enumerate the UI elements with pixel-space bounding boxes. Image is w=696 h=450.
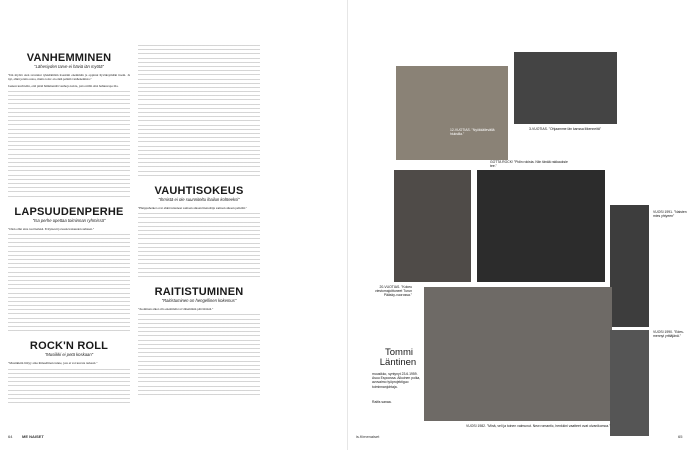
photo-12-vuotias [396, 66, 508, 160]
text-line [138, 343, 260, 346]
text-line [8, 111, 130, 114]
text-line [8, 258, 130, 261]
text-line [8, 178, 130, 181]
section-subheading: "Isa perhe opettaa toiminnan ryhmissä" [32, 217, 106, 223]
text-line [138, 82, 260, 85]
text-line [138, 380, 260, 383]
right-page [348, 0, 696, 450]
text-line [8, 174, 130, 177]
text-line [8, 119, 130, 122]
text-line [138, 372, 260, 375]
section-heading-raitistuminen: RAITISTUMINEN [154, 286, 244, 299]
text-line [138, 103, 260, 106]
photo-3-vuotias [514, 52, 617, 124]
text-line [8, 329, 130, 332]
text-line [138, 330, 260, 333]
text-line [8, 308, 130, 311]
text-line [138, 115, 260, 118]
text-line [138, 86, 260, 89]
text-line [8, 115, 130, 118]
section-heading-rocknroll: ROCK'N ROLL [29, 340, 109, 353]
text-line [138, 170, 260, 173]
text-line [138, 98, 260, 101]
text-line [138, 250, 260, 253]
text-line [8, 372, 130, 375]
text-line [8, 283, 130, 286]
section-subheading: "Musiikki ei petä koskaan" [44, 352, 94, 358]
text-line [8, 233, 130, 236]
section-subheading: "Lähesiyden tarve ei häviä iän myötä" [34, 64, 104, 69]
text-line [8, 165, 130, 168]
text-line [138, 48, 260, 51]
caption-20-vuotias: 20-VUOTIAS. "Kokeu viestomajoittuneet Turun Pääsky-vuorossa." [375, 285, 412, 298]
section-heading-vanhemminen: VANHEMMINEN [26, 52, 112, 64]
text-line [138, 339, 260, 342]
text-line [138, 385, 260, 388]
text-line [8, 317, 130, 320]
body-paragraph: "Huippuhetket ovat ehkä tunteneet samaan aikaan hienoltäja samaan aikaan pelkiltä." [138, 206, 247, 211]
text-line [138, 322, 260, 325]
photo-gotta-rock [394, 170, 471, 282]
text-line [8, 144, 130, 147]
text-line [138, 145, 260, 148]
text-line [138, 165, 260, 168]
text-line [8, 102, 130, 105]
text-line [8, 254, 130, 257]
caption-12-vuotias: 12-VUOTIAS. "Nyökkäilevällä hiuksilla." [450, 128, 495, 137]
text-line [8, 384, 130, 387]
text-line [138, 334, 260, 337]
profile-last-name: Läntinen [379, 357, 417, 368]
left-column-2 [138, 44, 260, 397]
page-number-right: 65 [678, 434, 683, 439]
text-line [138, 246, 260, 249]
magazine-name: ME NAISET [22, 434, 44, 439]
text-line [8, 368, 130, 371]
text-line [8, 140, 130, 143]
text-line [8, 161, 130, 164]
text-line [8, 98, 130, 101]
text-line [138, 275, 260, 278]
text-line [138, 271, 260, 274]
text-line [138, 174, 260, 177]
text-line [138, 69, 260, 72]
text-line [8, 153, 130, 156]
text-line [8, 182, 130, 185]
text-line [138, 389, 260, 392]
text-line [138, 368, 260, 371]
text-line [8, 296, 130, 299]
text-line [8, 169, 130, 172]
section-subheading: "Ihmistä ei ole suunniteltu ihailun kohteeksi" [158, 196, 240, 202]
text-line [8, 123, 130, 126]
body-paragraph: "Juominen alkoi olla enemmän tai vähemmän päivittäistä." [138, 307, 214, 312]
text-line [8, 128, 130, 131]
text-line [138, 267, 260, 270]
text-line [8, 148, 130, 151]
text-line [138, 61, 260, 64]
text-line [138, 237, 260, 240]
text-line [138, 258, 260, 261]
text-line [8, 401, 130, 404]
profile-extra: Raitis sanaa. [372, 400, 392, 404]
text-line [8, 136, 130, 139]
body-paragraph: "Iän myötä olen ravennut tykkäämään itsestäni enemmän ja oppinut hyväksymään itseni. Ja nyt, ehkä jotain outoa, mutta totta: en enää pelkää vanhenemista." [8, 73, 130, 82]
text-line [138, 355, 260, 358]
body-paragraph: "Olen ollut aina tosi herkkä. Erityisesti ja kuolevaisuuden suhteen." [8, 226, 95, 231]
photo-20-vuotias [477, 170, 605, 282]
text-line [8, 94, 130, 97]
caption-vuosi-1991: VUOSI 1991. "Naisten mies yhtyeen" [653, 210, 687, 219]
text-line [138, 364, 260, 367]
text-line [8, 190, 130, 193]
text-line [138, 128, 260, 131]
text-line [138, 153, 260, 156]
text-line [138, 221, 260, 224]
text-line [138, 318, 260, 321]
body-paragraph: "Musiikkiin liittyy aina ihmeellinen tunne, jota ei voi kuvata tarkasti." [8, 361, 98, 366]
text-line [138, 124, 260, 127]
section-heading-lapsuudenperhe: LAPSUUDENPERHE [14, 205, 124, 218]
text-line [138, 161, 260, 164]
text-line [138, 233, 260, 236]
text-line [138, 254, 260, 257]
text-line [8, 132, 130, 135]
text-line [138, 326, 260, 329]
text-line [138, 65, 260, 68]
text-line [8, 389, 130, 392]
text-line [138, 94, 260, 97]
body-paragraph: Jaakon kuvittelin, että pitää hämmentää vanhoja kuvia, jotta niillä olisi hehkuvapa tila. [8, 83, 119, 88]
text-line [8, 266, 130, 269]
photo-vuosi-1982 [424, 287, 612, 421]
page-number-left: 64 [8, 434, 13, 439]
text-line [138, 229, 260, 232]
text-line [8, 325, 130, 328]
caption-vuosi-1990: VUOSI 1990. "Edes-mennyt yrittäjänä." [653, 330, 684, 339]
text-line [138, 111, 260, 114]
text-line [138, 360, 260, 363]
photo-vuosi-1991 [610, 205, 649, 327]
photo-vuosi-1990 [610, 330, 649, 436]
text-line [8, 237, 130, 240]
text-line [138, 57, 260, 60]
text-line [8, 250, 130, 253]
text-line [8, 376, 130, 379]
text-line [138, 132, 260, 135]
text-line [8, 195, 130, 198]
text-line [138, 347, 260, 350]
text-line [138, 136, 260, 139]
caption-gotta-rock: GOTTA ROCK! "Pidin rokista. Niin tänää rakkauksie tee." [490, 160, 568, 169]
text-line [8, 262, 130, 265]
section-subheading: "Raitistuminen on hengellinen kokemus" [161, 298, 237, 304]
text-line [8, 397, 130, 400]
left-column-1 [8, 44, 130, 405]
section-heading-vauhtisokeus: VAUHTISOKEUS [154, 184, 244, 197]
text-line [138, 212, 260, 215]
text-line [8, 312, 130, 315]
text-line [138, 52, 260, 55]
text-line [138, 78, 260, 81]
text-line [8, 279, 130, 282]
text-line [138, 73, 260, 76]
text-line [138, 90, 260, 93]
text-line [8, 245, 130, 248]
caption-3-vuotias: 3-VUOTIAS. "Ohjaamme iän kanssa liikenneitä" [529, 127, 601, 131]
text-line [8, 107, 130, 110]
text-line [8, 271, 130, 274]
profile-text: muusikko, syntynyt 23.6.1959. Asuu Espoossa. Aikuinen poika, avovaimo työprojektiguo toiminnanjohtaja. [372, 372, 421, 389]
profile-first-name: Tommi [385, 347, 413, 358]
text-line [138, 107, 260, 110]
text-line [8, 287, 130, 290]
text-line [8, 275, 130, 278]
text-line [8, 321, 130, 324]
text-line [138, 225, 260, 228]
footer-url: is.fi/menaiset [356, 434, 380, 439]
text-line [8, 241, 130, 244]
text-line [138, 242, 260, 245]
text-line [138, 44, 260, 47]
text-line [8, 186, 130, 189]
text-line [8, 292, 130, 295]
text-line [138, 393, 260, 396]
text-line [8, 304, 130, 307]
text-line [138, 216, 260, 219]
text-line [8, 157, 130, 160]
caption-vuosi-1982: VUOSI 1982. "Minä, veli ja toinen valmunut. New romantic, henkkini vaatteet ovat olvanikomoa." [466, 424, 611, 428]
text-line [138, 149, 260, 152]
text-line [8, 300, 130, 303]
text-line [138, 157, 260, 160]
text-line [138, 351, 260, 354]
text-line [138, 119, 260, 122]
text-line [8, 393, 130, 396]
text-line [138, 140, 260, 143]
text-line [8, 90, 130, 93]
text-line [8, 380, 130, 383]
text-line [138, 313, 260, 316]
text-line [138, 262, 260, 265]
text-line [138, 376, 260, 379]
